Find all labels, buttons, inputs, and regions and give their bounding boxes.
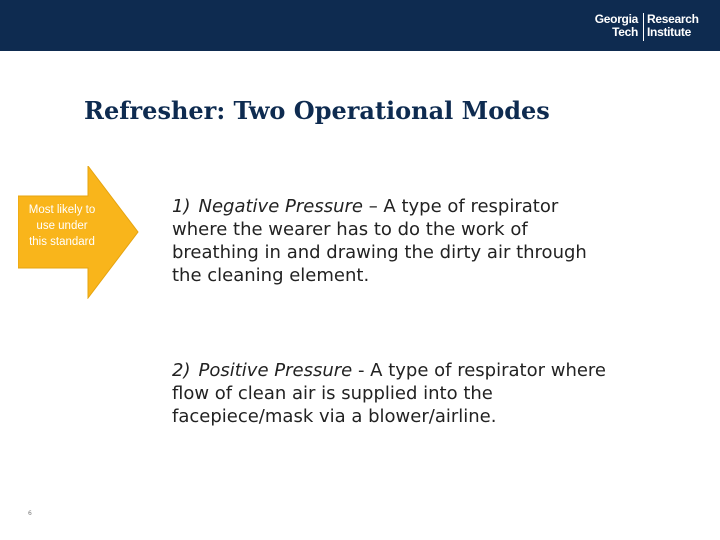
logo-right bbox=[647, 13, 699, 39]
item-separator: – bbox=[362, 196, 384, 217]
logo-divider bbox=[643, 13, 644, 41]
callout-arrow bbox=[18, 166, 139, 299]
gtri-logo bbox=[592, 13, 710, 41]
mode-item-negative bbox=[172, 195, 612, 287]
logo-tech: Tech bbox=[612, 25, 638, 39]
logo-georgia: Georgia bbox=[594, 12, 638, 26]
item-separator: - bbox=[352, 360, 371, 381]
item-term: Negative Pressure bbox=[198, 196, 363, 217]
item-number: 2) bbox=[172, 360, 191, 381]
logo-institute: Institute bbox=[647, 25, 691, 39]
logo-left bbox=[595, 13, 638, 39]
page-number: 6 bbox=[28, 510, 32, 517]
slide-title: Refresher: Two Operational Modes bbox=[84, 96, 550, 125]
item-number: 1) bbox=[172, 196, 191, 217]
item-description: A type of respirator where the wearer has to do the work of breathing in and drawing the dirty air through the cleaning element. bbox=[172, 196, 587, 286]
callout-text: Most likely to use under this standard bbox=[28, 204, 96, 248]
header-bar bbox=[0, 0, 720, 51]
mode-item-positive bbox=[172, 359, 612, 428]
item-description: A type of respirator where flow of clean air is supplied into the facepiece/mask via a blower/airline. bbox=[172, 360, 606, 427]
logo-research: Research bbox=[647, 12, 699, 26]
item-term: Positive Pressure bbox=[198, 360, 353, 381]
